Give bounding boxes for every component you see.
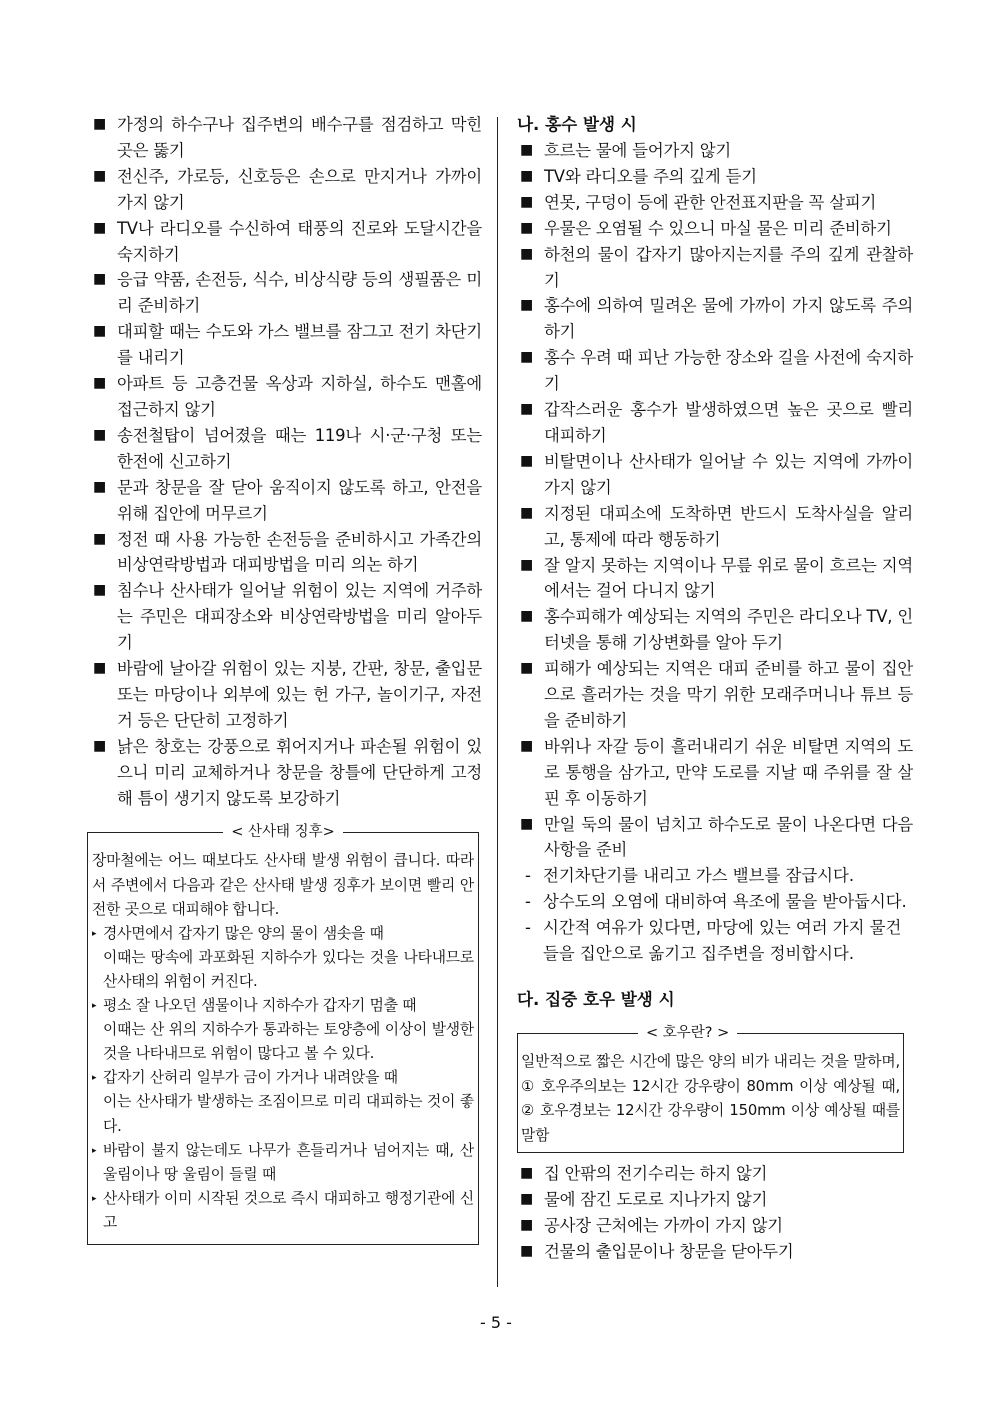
list-item: ■ 건물의 출입문이나 창문을 닫아두기 xyxy=(517,1239,913,1265)
list-item: ■ 바위나 자갈 등이 흘러내리기 쉬운 비탈면 지역의 도로 통행을 삼가고, 만약 도로를 지날 때 주위를 잘 살핀 후 이동하기 xyxy=(517,734,913,812)
list-item: ■ 집 안팎의 전기수리는 하지 않기 xyxy=(517,1161,913,1187)
flood-heading: 나. 홍수 발생 시 xyxy=(517,115,637,134)
list-item: ■ 송전철탑이 넘어졌을 때는 119나 시·군·구청 또는 한전에 신고하기 xyxy=(90,423,482,475)
list-item: ■ 공사장 근처에는 가까이 가지 않기 xyxy=(517,1213,913,1239)
column-divider xyxy=(497,117,498,1287)
landslide-sign: ▸ 갑자기 산허리 일부가 금이 가거나 내려앉을 때 이는 산사태가 발생하는 조짐이므로 미리 대피하는 것이 좋다. xyxy=(92,1066,474,1138)
list-item: ■ TV나 라디오를 수신하여 태풍의 진로와 도달시간을 숙지하기 xyxy=(90,216,482,268)
right-column xyxy=(517,112,913,1265)
flood-safety-list xyxy=(517,138,913,863)
list-item: ■ 우물은 오염될 수 있으니 마실 물은 미리 준비하기 xyxy=(517,216,913,242)
list-item: ■ 갑작스러운 홍수가 발생하였으면 높은 곳으로 빨리 대피하기 xyxy=(517,397,913,449)
page-number: - 5 - xyxy=(480,1313,512,1332)
triangle-bullet-icon: ▸ xyxy=(92,1145,97,1156)
landslide-intro: 장마철에는 어느 때보다도 산사태 발생 위험이 큽니다. 따라서 주변에서 다음과 같은 산사태 발생 징후가 보이면 빨리 안전한 곳으로 대피해야 합니다. xyxy=(92,852,474,918)
triangle-bullet-icon: ▸ xyxy=(92,1193,97,1204)
list-item: ■ 하천의 물이 갑자기 많아지는지를 주의 깊게 관찰하기 xyxy=(517,242,913,294)
list-item: ■ 응급 약품, 손전등, 식수, 비상식량 등의 생필품은 미리 준비하기 xyxy=(90,267,482,319)
list-item: ■ 흐르는 물에 들어가지 않기 xyxy=(517,138,913,164)
list-item: ■ 홍수에 의하여 밀려온 물에 가까이 가지 않도록 주의하기 xyxy=(517,293,913,345)
list-item: ■ 문과 창문을 잘 닫아 움직이지 않도록 하고, 안전을 위해 집안에 머무르기 xyxy=(90,475,482,527)
landslide-sign: ▸ 산사태가 이미 시작된 것으로 즉시 대피하고 행정기관에 신고 xyxy=(92,1187,474,1235)
list-item: ■ 가정의 하수구나 집주변의 배수구를 점검하고 막힌 곳은 뚫기 xyxy=(90,112,482,164)
heavy-rain-safety-list xyxy=(517,1161,913,1265)
list-item: ■ 침수나 산사태가 일어날 위험이 있는 지역에 거주하는 주민은 대피장소와 비상연락방법을 미리 알아두기 xyxy=(90,578,482,656)
landslide-sign: ▸ 바람이 불지 않는데도 나무가 흔들리거나 넘어지는 때, 산울림이나 땅 울림이 들릴 때 xyxy=(92,1139,474,1187)
sub-list-item: - 시간적 여유가 있다면, 마당에 있는 여러 가지 물건들을 집안으로 옮기고 집주변을 정비합시다. xyxy=(517,915,913,967)
landslide-box-title: < 산사태 징후> xyxy=(88,823,478,841)
list-item: ■ 전신주, 가로등, 신호등은 손으로 만지거나 가까이 가지 않기 xyxy=(90,164,482,216)
list-item: ■ 비탈면이나 산사태가 일어날 수 있는 지역에 가까이 가지 않기 xyxy=(517,449,913,501)
triangle-bullet-icon: ▸ xyxy=(92,1001,97,1012)
list-item: ■ 잘 알지 못하는 지역이나 무릎 위로 물이 흐르는 지역에서는 걸어 다니지 않기 xyxy=(517,553,913,605)
heavy-rain-heading: 다. 집중 호우 발생 시 xyxy=(517,990,675,1009)
heavy-rain-definition-box xyxy=(517,1025,904,1153)
list-item: ■ 홍수 우려 때 피난 가능한 장소와 길을 사전에 숙지하기 xyxy=(517,345,913,397)
list-item: ■ 정전 때 사용 가능한 손전등을 준비하시고 가족간의 비상연락방법과 대피방법을 미리 의논 하기 xyxy=(90,527,482,579)
list-item: ■ 홍수피해가 예상되는 지역의 주민은 라디오나 TV, 인터넷을 통해 기상변화를 알아 두기 xyxy=(517,604,913,656)
typhoon-safety-list xyxy=(90,112,482,811)
list-item: ■ 피해가 예상되는 지역은 대피 준비를 하고 물이 집안으로 흘러가는 것을 막기 위한 모래주머니나 튜브 등을 준비하기 xyxy=(517,656,913,734)
list-item: ■ 만일 둑의 물이 넘치고 하수도로 물이 나온다면 다음 사항을 준비 xyxy=(517,812,913,864)
list-item: ■ 지정된 대피소에 도착하면 반드시 도착사실을 알리고, 통제에 따라 행동하기 xyxy=(517,501,913,553)
list-item: ■ TV와 라디오를 주의 깊게 듣기 xyxy=(517,164,913,190)
landslide-sign: ▸ 평소 잘 나오던 샘물이나 지하수가 갑자기 멈출 때 이때는 산 위의 지하수가 통과하는 토양층에 이상이 발생한 것을 나타내므로 위험이 많다고 볼 수 있다. xyxy=(92,994,474,1066)
sub-list-item: - 전기차단기를 내리고 가스 밸브를 잠급시다. xyxy=(517,863,913,889)
list-item: ■ 아파트 등 고층건물 옥상과 지하실, 하수도 맨홀에 접근하지 않기 xyxy=(90,371,482,423)
list-item: ■ 물에 잠긴 도로로 지나가지 않기 xyxy=(517,1187,913,1213)
heavy-rain-box-title: < 호우란? > xyxy=(638,1024,737,1042)
list-item: ■ 바람에 날아갈 위험이 있는 지붕, 간판, 창문, 출입문 또는 마당이나 외부에 있는 헌 가구, 놀이기구, 자전거 등은 단단히 고정하기 xyxy=(90,656,482,734)
list-item: ■ 대피할 때는 수도와 가스 밸브를 잠그고 전기 차단기를 내리기 xyxy=(90,319,482,371)
heavy-rain-definition: 일반적으로 짧은 시간에 많은 양의 비가 내리는 것을 말하며, ① 호우주의보는 12시간 강우량이 80mm 이상 예상될 때, ② 호우경보는 12시간 강우량이 150mm 이상 예상될 때를 말함 xyxy=(521,1053,900,1144)
triangle-bullet-icon: ▸ xyxy=(92,1073,97,1084)
sub-list-item: - 상수도의 오염에 대비하여 욕조에 물을 받아둡시다. xyxy=(517,889,913,915)
list-item: ■ 연못, 구덩이 등에 관한 안전표지판을 꼭 살피기 xyxy=(517,190,913,216)
landslide-signs-box xyxy=(87,824,479,1245)
landslide-sign: ▸ 경사면에서 갑자기 많은 양의 물이 샘솟을 때 이때는 땅속에 과포화된 지하수가 있다는 것을 나타내므로 산사태의 위험이 커진다. xyxy=(92,922,474,994)
triangle-bullet-icon: ▸ xyxy=(92,928,97,939)
left-column xyxy=(90,112,482,1245)
flood-sub-list xyxy=(517,863,913,967)
list-item: ■ 낡은 창호는 강풍으로 휘어지거나 파손될 위험이 있으니 미리 교체하거나 창문을 창틀에 단단하게 고정해 틈이 생기지 않도록 보강하기 xyxy=(90,734,482,812)
